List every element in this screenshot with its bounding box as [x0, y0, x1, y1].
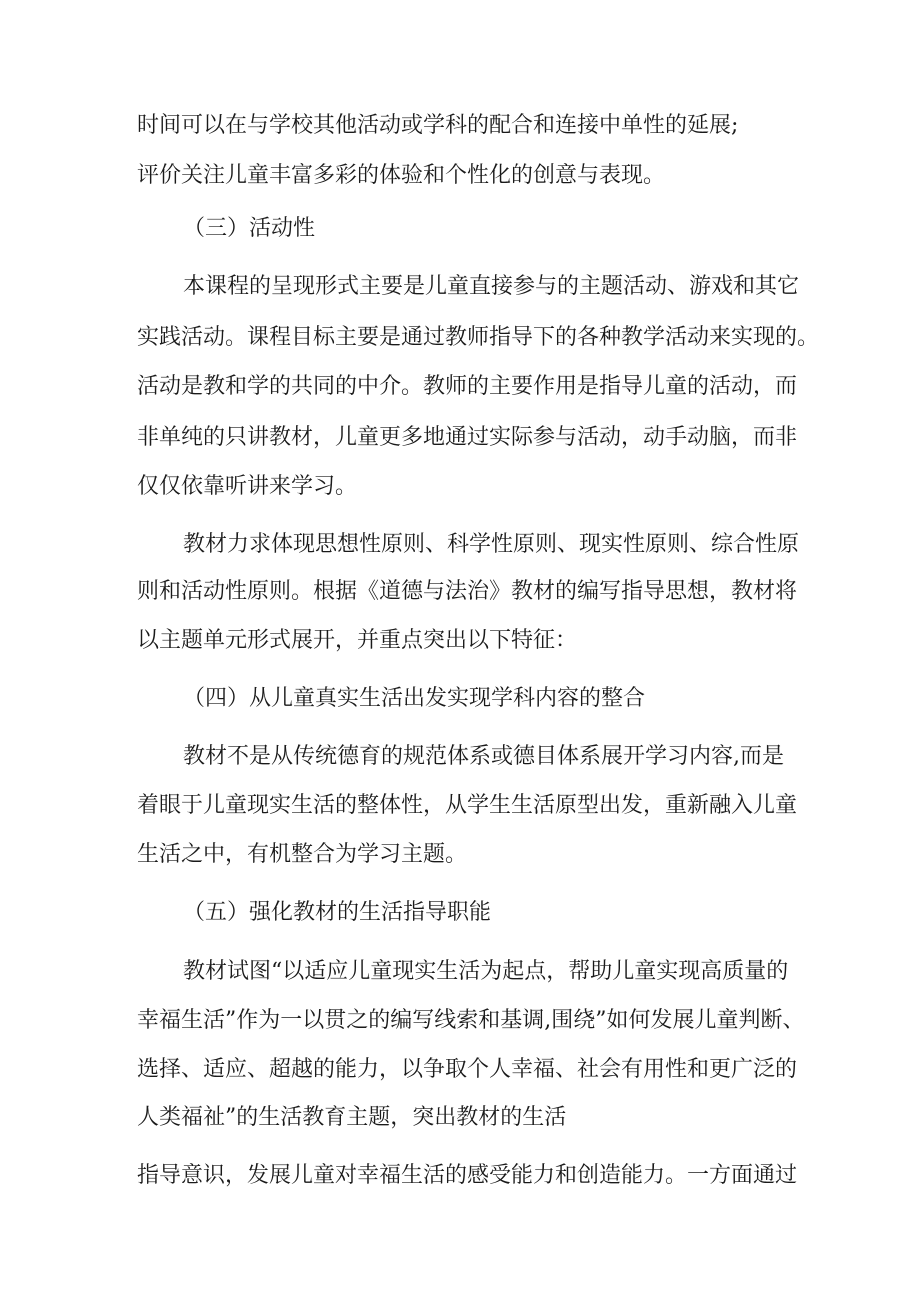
- text-line: 人类福祉”的生活教育主题，突出教材的生活: [137, 1105, 567, 1130]
- text-line: 则和活动性原则。根据《道德与法治》教材的编写指导思想，教材将: [137, 579, 798, 604]
- text-line: 生活之中，有机整合为学习主题。: [137, 842, 468, 867]
- section-heading: （五）强化教材的生活指导职能: [183, 900, 492, 925]
- text-line: 着眼于儿童现实生活的整体性，从学生生活原型出发，重新融入儿童: [137, 793, 798, 818]
- section-heading: （三）活动性: [183, 216, 316, 241]
- text-line: 幸福生活”作为一以贯之的编写线索和基调,围绕”如何发展儿童判断、: [137, 1008, 805, 1033]
- text-line: 教材试图“以适应儿童现实生活为起点，帮助儿童实现高质量的: [183, 959, 789, 984]
- text-line: 时间可以在与学校其他活动或学科的配合和连接中单性的延展;: [137, 113, 739, 138]
- text-line: 活动是教和学的共同的中介。教师的主要作用是指导儿童的活动，而: [137, 374, 798, 399]
- text-line: 指导意识，发展儿童对幸福生活的感受能力和创造能力。一方面通过: [137, 1163, 798, 1188]
- text-line: 仅仅依靠听讲来学习。: [137, 474, 358, 499]
- text-line: 教材力求体现思想性原则、科学性原则、现实性原则、综合性原: [183, 532, 800, 557]
- section-heading: （四）从儿童真实生活出发实现学科内容的整合: [183, 686, 646, 711]
- text-line: 以主题单元形式展开，并重点突出以下特征：: [137, 628, 578, 653]
- text-line: 教材不是从传统德育的规范体系或德目体系展开学习内容,而是: [183, 744, 784, 769]
- text-line: 实践活动。课程目标主要是通过教师指导下的各种教学活动来实现的。: [137, 325, 820, 350]
- text-line: 本课程的呈现形式主要是儿童直接参与的主题活动、游戏和其它: [183, 274, 800, 299]
- text-line: 选择、适应、超越的能力，以争取个人幸福、社会有用性和更广泛的: [137, 1057, 798, 1082]
- text-line: 非单纯的只讲教材，儿童更多地通过实际参与活动，动手动脑，而非: [137, 425, 798, 450]
- text-line: 评价关注儿童丰富多彩的体验和个性化的创意与表现。: [137, 163, 666, 188]
